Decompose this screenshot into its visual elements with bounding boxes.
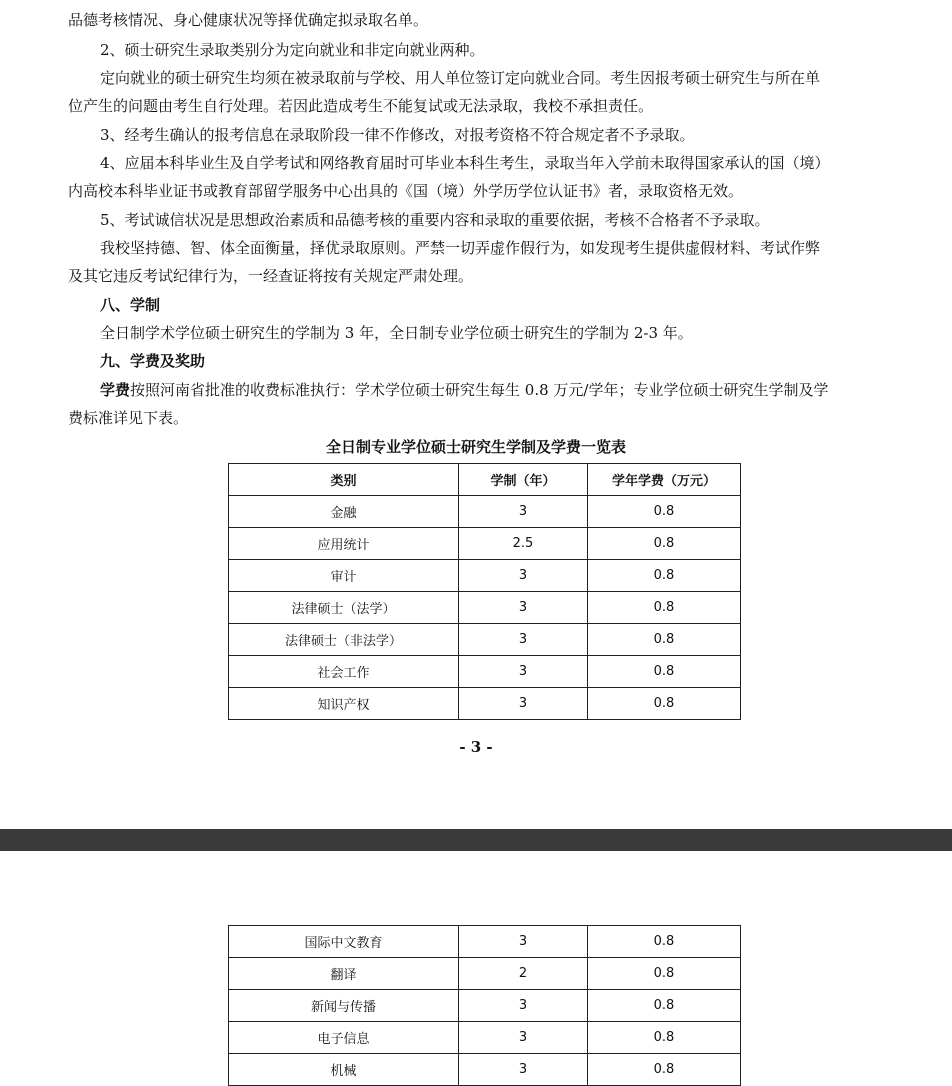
table-caption: 全日制专业学位硕士研究生学制及学费一览表 bbox=[325, 438, 626, 456]
fee-bold-lead: 学费 bbox=[100, 381, 131, 399]
page-separator bbox=[0, 829, 952, 851]
cell-duration: 3 bbox=[459, 592, 588, 624]
paragraph-line: 费标准详见下表。 bbox=[68, 409, 189, 427]
table-row bbox=[229, 624, 741, 656]
cell-duration: 3 bbox=[459, 1054, 588, 1086]
paragraph-line: 及其它违反考试纪律行为，一经查证将按有关规定严肃处理。 bbox=[68, 267, 474, 285]
cell-fee: 0.8 bbox=[588, 528, 741, 560]
cell-category: 国际中文教育 bbox=[229, 926, 459, 958]
cell-duration: 3 bbox=[459, 656, 588, 688]
table-row bbox=[229, 592, 741, 624]
fee-table bbox=[228, 463, 741, 720]
table-row bbox=[229, 1054, 741, 1086]
header-category: 类别 bbox=[229, 464, 459, 496]
cell-fee: 0.8 bbox=[588, 1054, 741, 1086]
cell-duration: 3 bbox=[459, 560, 588, 592]
cell-fee: 0.8 bbox=[588, 592, 741, 624]
page-number: - 3 - bbox=[459, 738, 493, 756]
cell-duration: 2.5 bbox=[459, 528, 588, 560]
section-heading: 九、学费及奖助 bbox=[100, 352, 206, 370]
table-row bbox=[229, 990, 741, 1022]
cell-duration: 3 bbox=[459, 688, 588, 720]
paragraph-line: 4、应届本科毕业生及自学考试和网络教育届时可毕业本科生考生，录取当年入学前未取得国家承认的国（境） bbox=[100, 154, 830, 172]
cell-category: 翻译 bbox=[229, 958, 459, 990]
cell-category: 法律硕士（非法学） bbox=[229, 624, 459, 656]
cell-category: 电子信息 bbox=[229, 1022, 459, 1054]
table-row bbox=[229, 688, 741, 720]
cell-fee: 0.8 bbox=[588, 688, 741, 720]
table-row bbox=[229, 926, 741, 958]
cell-duration: 3 bbox=[459, 1022, 588, 1054]
paragraph-line: 全日制学术学位硕士研究生的学制为 3 年，全日制专业学位硕士研究生的学制为 2-3 年。 bbox=[100, 324, 693, 342]
cell-fee: 0.8 bbox=[588, 958, 741, 990]
paragraph-line: 2、硕士研究生录取类别分为定向就业和非定向就业两种。 bbox=[100, 41, 485, 59]
cell-fee: 0.8 bbox=[588, 496, 741, 528]
cell-duration: 3 bbox=[459, 624, 588, 656]
paragraph-line: 5、考试诚信状况是思想政治素质和品德考核的重要内容和录取的重要依据，考核不合格者不予录取。 bbox=[100, 211, 770, 229]
table-row bbox=[229, 958, 741, 990]
cell-duration: 3 bbox=[459, 926, 588, 958]
table-header-row bbox=[229, 464, 741, 496]
cell-category: 机械 bbox=[229, 1054, 459, 1086]
cell-duration: 3 bbox=[459, 990, 588, 1022]
header-duration: 学制（年） bbox=[459, 464, 588, 496]
table-row bbox=[229, 560, 741, 592]
header-fee: 学年学费（万元） bbox=[588, 464, 741, 496]
cell-fee: 0.8 bbox=[588, 1022, 741, 1054]
cell-category: 新闻与传播 bbox=[229, 990, 459, 1022]
table-row bbox=[229, 496, 741, 528]
paragraph-line: 品德考核情况、身心健康状况等择优确定拟录取名单。 bbox=[68, 11, 429, 29]
cell-category: 社会工作 bbox=[229, 656, 459, 688]
paragraph-line: 定向就业的硕士研究生均须在被录取前与学校、用人单位签订定向就业合同。考生因报考硕士研究生与所在单 bbox=[100, 69, 821, 87]
cell-category: 审计 bbox=[229, 560, 459, 592]
cell-fee: 0.8 bbox=[588, 656, 741, 688]
paragraph-line: 内高校本科毕业证书或教育部留学服务中心出具的《国（境）外学历学位认证书》者，录取资格无效。 bbox=[68, 182, 744, 200]
cell-fee: 0.8 bbox=[588, 560, 741, 592]
cell-category: 知识产权 bbox=[229, 688, 459, 720]
paragraph-line: 3、经考生确认的报考信息在录取阶段一律不作修改，对报考资格不符合规定者不予录取。 bbox=[100, 126, 695, 144]
cell-fee: 0.8 bbox=[588, 624, 741, 656]
table-row bbox=[229, 528, 741, 560]
cell-fee: 0.8 bbox=[588, 990, 741, 1022]
cell-duration: 2 bbox=[459, 958, 588, 990]
fee-table-continued bbox=[228, 925, 741, 1086]
fee-paragraph-line bbox=[100, 380, 908, 400]
cell-fee: 0.8 bbox=[588, 926, 741, 958]
table-row bbox=[229, 1022, 741, 1054]
cell-duration: 3 bbox=[459, 496, 588, 528]
paragraph-line: 我校坚持德、智、体全面衡量，择优录取原则。严禁一切弄虚作假行为，如发现考生提供虚假材料、考试作弊 bbox=[100, 239, 821, 257]
cell-category: 法律硕士（法学） bbox=[229, 592, 459, 624]
cell-category: 应用统计 bbox=[229, 528, 459, 560]
table-row bbox=[229, 656, 741, 688]
section-heading: 八、学制 bbox=[100, 296, 161, 314]
paragraph-line: 位产生的问题由考生自行处理。若因此造成考生不能复试或无法录取，我校不承担责任。 bbox=[68, 97, 654, 115]
cell-category: 金融 bbox=[229, 496, 459, 528]
fee-text: 按照河南省批准的收费标准执行：学术学位硕士研究生每生 0.8 万元/学年；专业学位硕士研究生学制及学 bbox=[130, 381, 829, 399]
